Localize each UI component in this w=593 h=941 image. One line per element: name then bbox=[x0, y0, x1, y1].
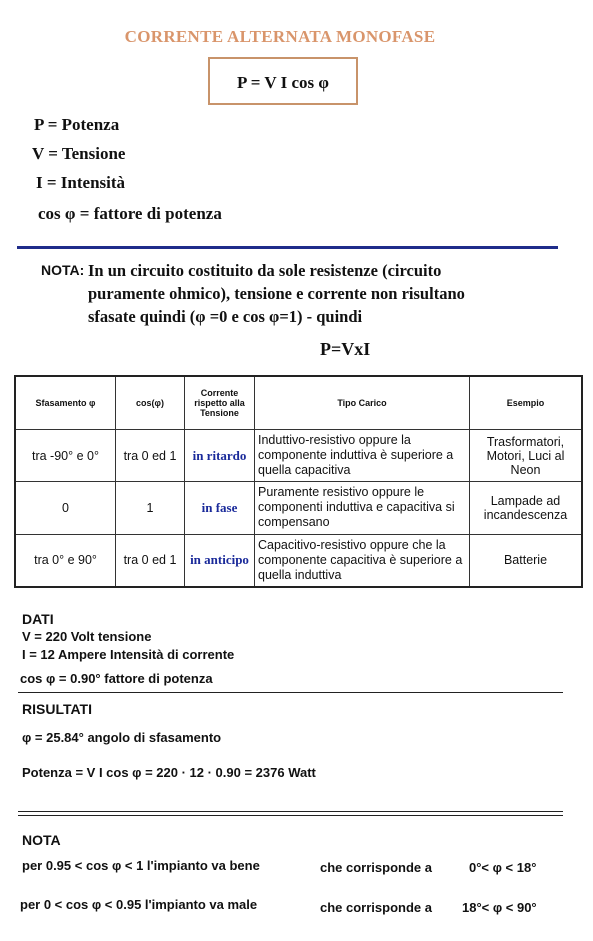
data-label: DATI bbox=[22, 611, 54, 627]
header-cos: cos(φ) bbox=[116, 376, 185, 430]
note-label: NOTA: bbox=[41, 262, 85, 278]
data-power-factor: cos φ = 0.90° fattore di potenza bbox=[20, 671, 213, 686]
power-formula: P = V I cos φ bbox=[208, 57, 358, 105]
cell-corrente: in ritardo bbox=[185, 430, 255, 482]
cell-cos: 1 bbox=[116, 482, 185, 534]
header-corrente: Corrente rispetto alla Tensione bbox=[185, 376, 255, 430]
results-label: RISULTATI bbox=[22, 701, 92, 717]
page-title: CORRENTE ALTERNATA MONOFASE bbox=[124, 27, 436, 46]
cell-cos: tra 0 ed 1 bbox=[116, 534, 185, 587]
note-line: sfasate quindi (φ =0 e cos φ=1) - quindi bbox=[88, 307, 363, 326]
note2-range-bad: 18°< φ < 90° bbox=[462, 900, 537, 915]
table-row bbox=[15, 534, 582, 587]
cell-esempio: Batterie bbox=[470, 534, 583, 587]
header-esempio: Esempio bbox=[470, 376, 583, 430]
definition-cos: cos φ = fattore di potenza bbox=[38, 204, 222, 223]
definition-p: P = Potenza bbox=[34, 115, 120, 134]
divider bbox=[18, 815, 563, 816]
cell-tipo: Puramente resistivo oppure le componenti induttiva e capacitiva si compensano bbox=[255, 482, 470, 534]
divider bbox=[18, 692, 563, 693]
data-current: I = 12 Ampere Intensità di corrente bbox=[22, 647, 235, 662]
header-sfasamento: Sfasamento φ bbox=[15, 376, 116, 430]
note2-label: NOTA bbox=[22, 832, 61, 848]
result-phase-angle: φ = 25.84° angolo di sfasamento bbox=[22, 730, 222, 745]
note2-corresponds: che corrisponde a bbox=[320, 860, 432, 875]
cell-corrente: in anticipo bbox=[185, 534, 255, 587]
note2-condition-bad: per 0 < cos φ < 0.95 l'impianto va male bbox=[20, 897, 258, 912]
cell-cos: tra 0 ed 1 bbox=[116, 430, 185, 482]
definition-i: I = Intensità bbox=[36, 173, 126, 192]
table-header-row bbox=[15, 376, 582, 430]
cell-sfasamento: tra 0° e 90° bbox=[15, 534, 116, 587]
table-row bbox=[15, 430, 582, 482]
cell-sfasamento: tra -90° e 0° bbox=[15, 430, 116, 482]
cell-tipo: Capacitivo-resistivo oppure che la componente capacitiva è superiore a quella induttiva bbox=[255, 534, 470, 587]
cell-corrente: in fase bbox=[185, 482, 255, 534]
note-text bbox=[88, 259, 558, 328]
cell-esempio: Lampade ad incandescenza bbox=[470, 482, 583, 534]
definition-v: V = Tensione bbox=[32, 144, 126, 163]
power-formula-resistive: P=VxI bbox=[320, 339, 371, 359]
note-line: puramente ohmico), tensione e corrente non risultano bbox=[88, 284, 465, 303]
phase-table bbox=[14, 375, 583, 588]
divider bbox=[18, 811, 563, 812]
data-voltage: V = 220 Volt tensione bbox=[22, 629, 152, 644]
table-row bbox=[15, 482, 582, 534]
header-tipo: Tipo Carico bbox=[255, 376, 470, 430]
cell-tipo: Induttivo-resistivo oppure la componente induttiva è superiore a quella capacitiva bbox=[255, 430, 470, 482]
note-line: In un circuito costituito da sole resistenze (circuito bbox=[88, 261, 442, 280]
divider bbox=[17, 246, 558, 249]
note2-condition-good: per 0.95 < cos φ < 1 l'impianto va bene bbox=[22, 858, 260, 873]
note2-corresponds: che corrisponde a bbox=[320, 900, 432, 915]
result-power: Potenza = V I cos φ = 220 · 12 · 0.90 = 2376 Watt bbox=[22, 765, 316, 780]
cell-esempio: Trasformatori, Motori, Luci al Neon bbox=[470, 430, 583, 482]
note2-range-good: 0°< φ < 18° bbox=[469, 860, 537, 875]
cell-sfasamento: 0 bbox=[15, 482, 116, 534]
